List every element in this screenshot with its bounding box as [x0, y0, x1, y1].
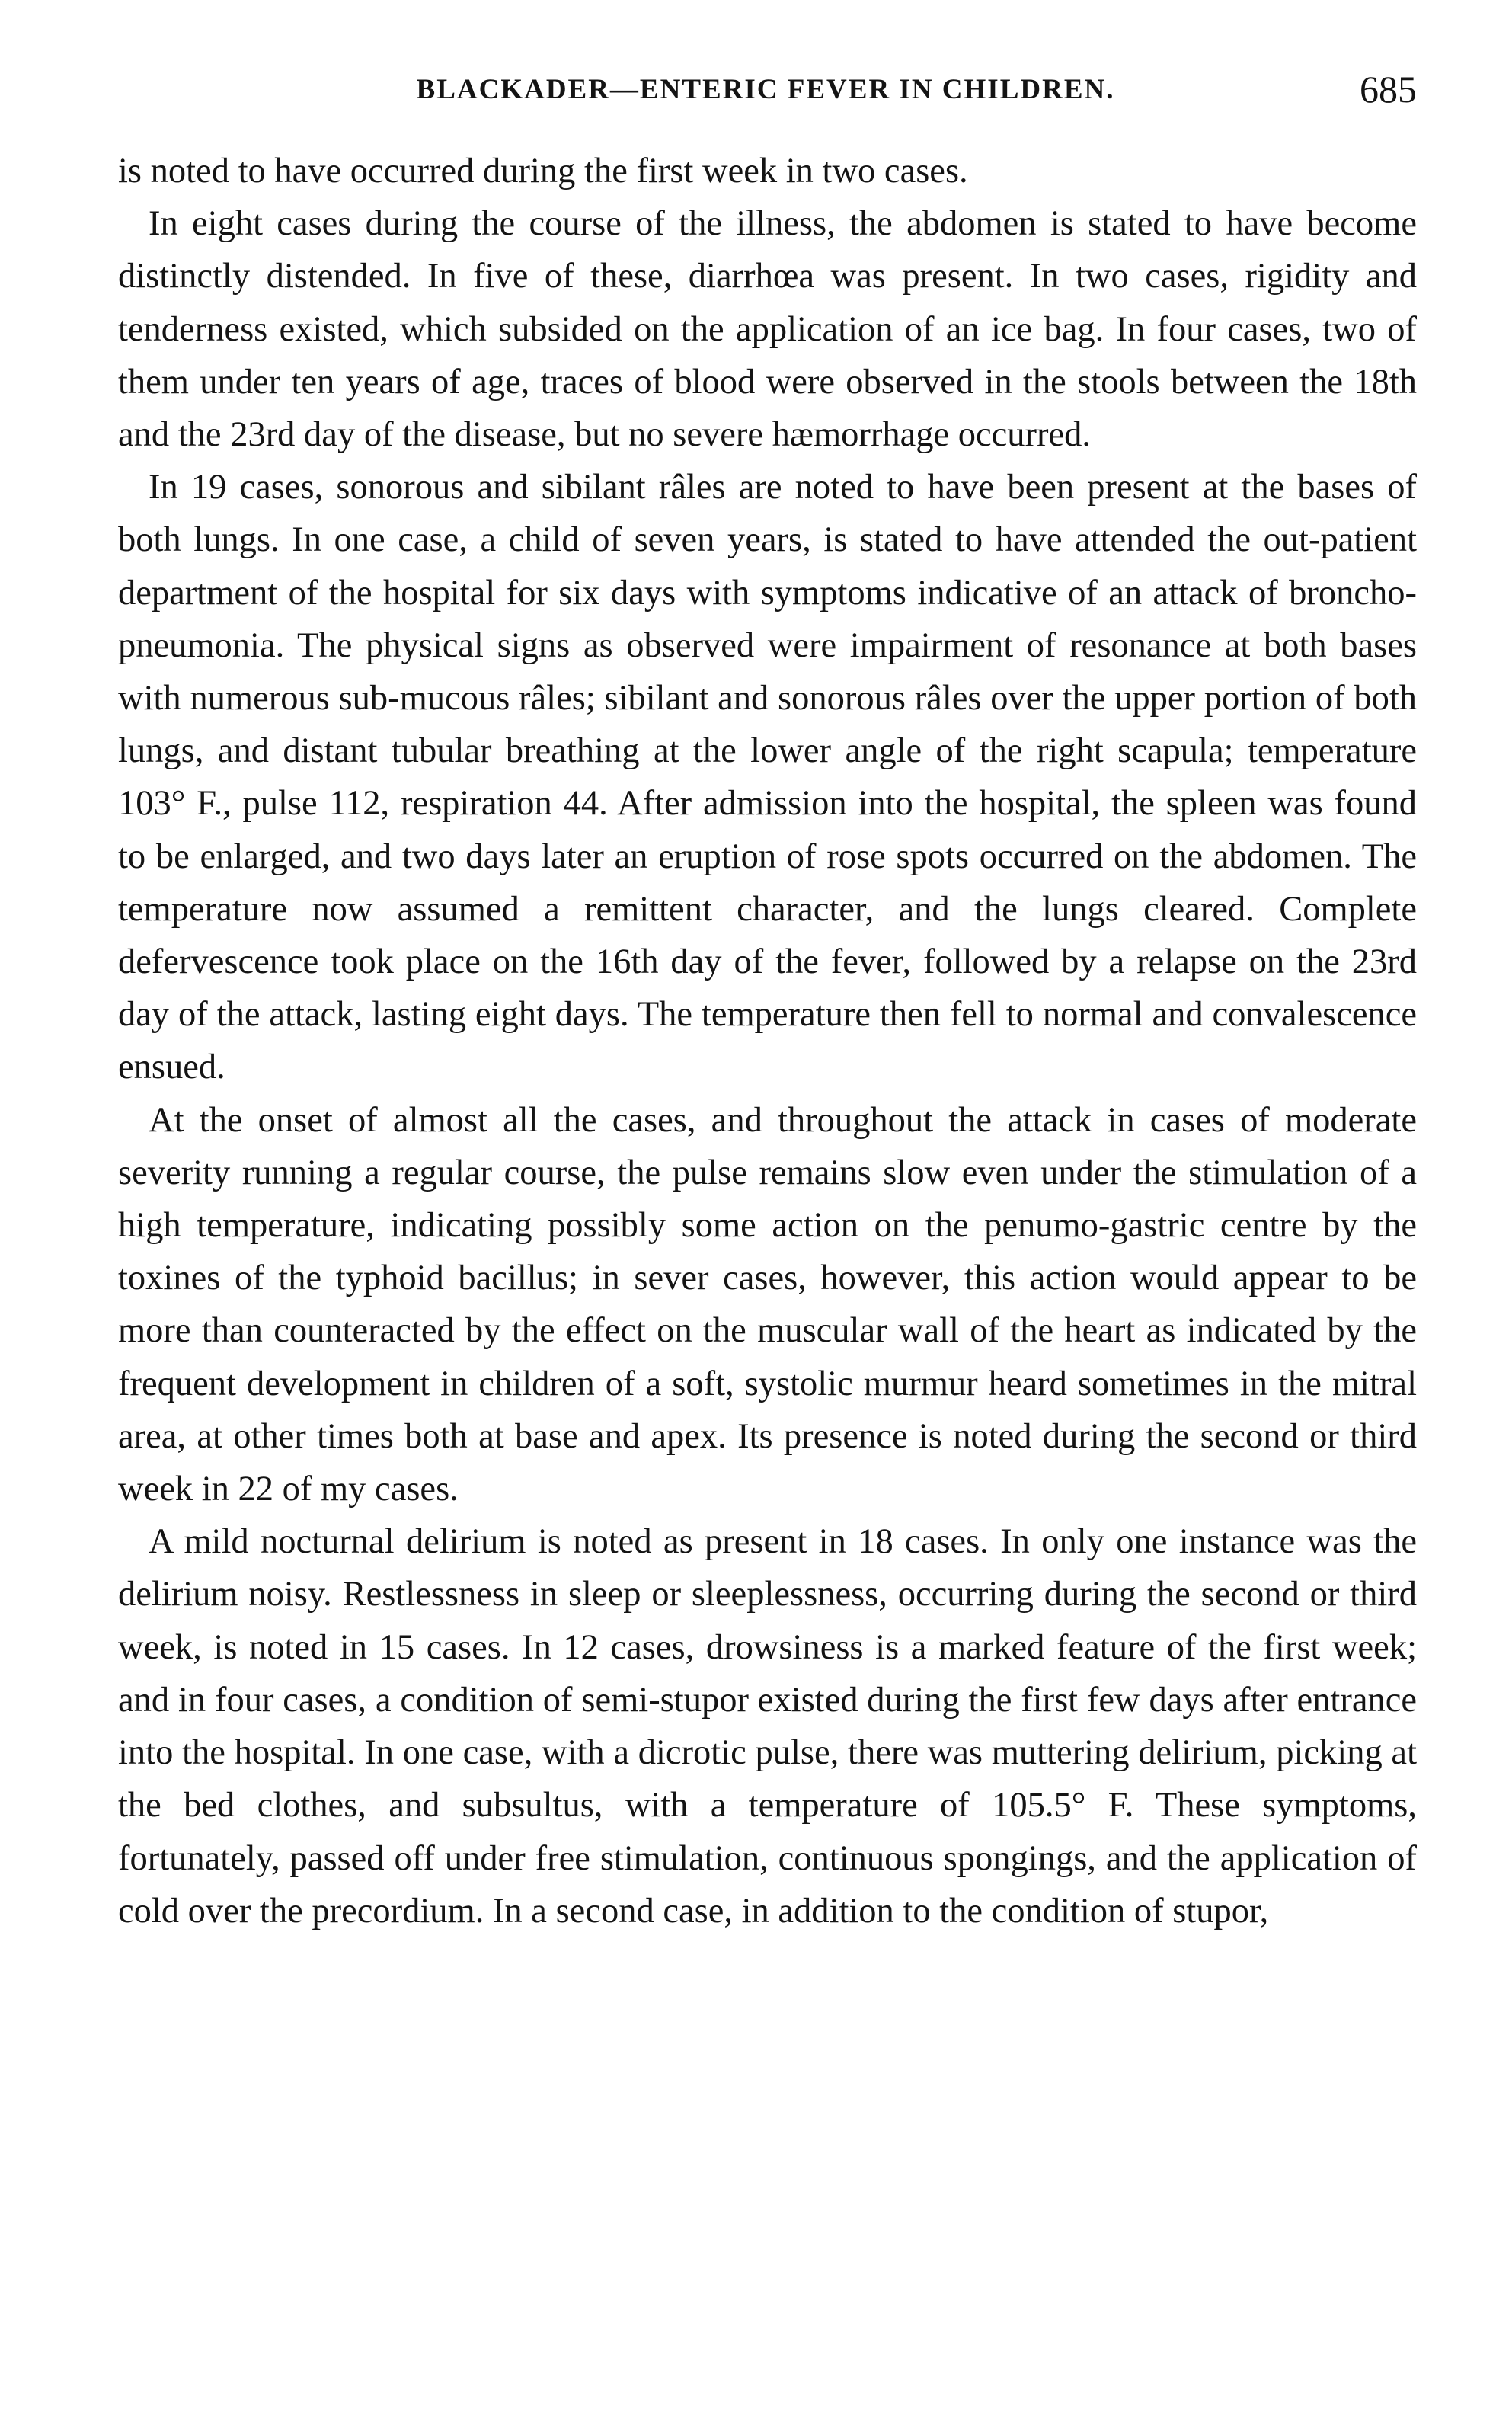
paragraph-lungs: In 19 cases, sonorous and sibilant râles are noted to have been present at the bases of both lungs. In one case, a child of seven years, is stated to have attended the out-patient department of the hospital for six days with symptoms indicative of an attack of broncho-pneumonia. The physical signs as observed were impairment of resonance at both bases with numerous sub-mucous râles; sibilant and sonorous râles over the upper portion of both lungs, and distant tubular breathing at the lower angle of the right scapula; temperature 103° F., pulse 112, respiration 44. After admission into the hospital, the spleen was found to be enlarged, and two days later an eruption of rose spots occurred on the abdomen. The temperature now assumed a remittent character, and the lungs cleared. Complete defervescence took place on the 16th day of the fever, followed by a relapse on the 23rd day of the attack, lasting eight days. The temperature then fell to normal and convalescence ensued. [118, 468, 1417, 1087]
paragraph-pulse: At the onset of almost all the cases, and throughout the attack in cases of moderate severity running a regular course, the pulse remains slow even under the stimulation of a high temperature, indicating possibly some action on the penumo-gastric centre by the toxines of the typhoid bacillus; in sever cases, however, this action would appear to be more than counteracted by the effect on the muscular wall of the heart as indicated by the frequent development in children of a soft, systolic murmur heard sometimes in the mitral area, at other times both at base and apex. Its presence is noted during the second or third week in 22 of my cases. [118, 1100, 1417, 1509]
running-head: BLACKADER—ENTERIC FEVER IN CHILDREN. [416, 74, 1115, 105]
paragraph-abdomen: In eight cases during the course of the illness, the abdomen is stated to have become distinctly distended. In five of these, diarrhœa was present. In two cases, rigidity and tenderness existed, which subsided on the application of an ice bag. In four cases, two of them under ten years of age, traces of blood were observed in the stools between the 18th and the 23rd day of the disease, but no severe hæmorrhage occurred. [118, 204, 1417, 455]
page-header [114, 67, 1417, 120]
body-text [118, 145, 1417, 1937]
paragraph-delirium: A mild nocturnal delirium is noted as present in 18 cases. In only one instance was the delirium noisy. Restlessness in sleep or sleeplessness, occurring during the second or third week, is noted in 15 cases. In 12 cases, drowsiness is a marked feature of the first week; and in four cases, a condition of semi-stupor existed during the first few days after entrance into the hospital. In one case, with a dicrotic pulse, there was muttering delirium, picking at the bed clothes, and subsultus, with a temperature of 105.5° F. These symptoms, fortunately, passed off under free stimulation, continuous spongings, and the application of cold over the precordium. In a second case, in addition to the condition of stupor, [118, 1522, 1417, 1931]
paragraph-continued: is noted to have occurred during the first week in two cases. [118, 152, 968, 190]
page-number: 685 [1360, 68, 1417, 110]
